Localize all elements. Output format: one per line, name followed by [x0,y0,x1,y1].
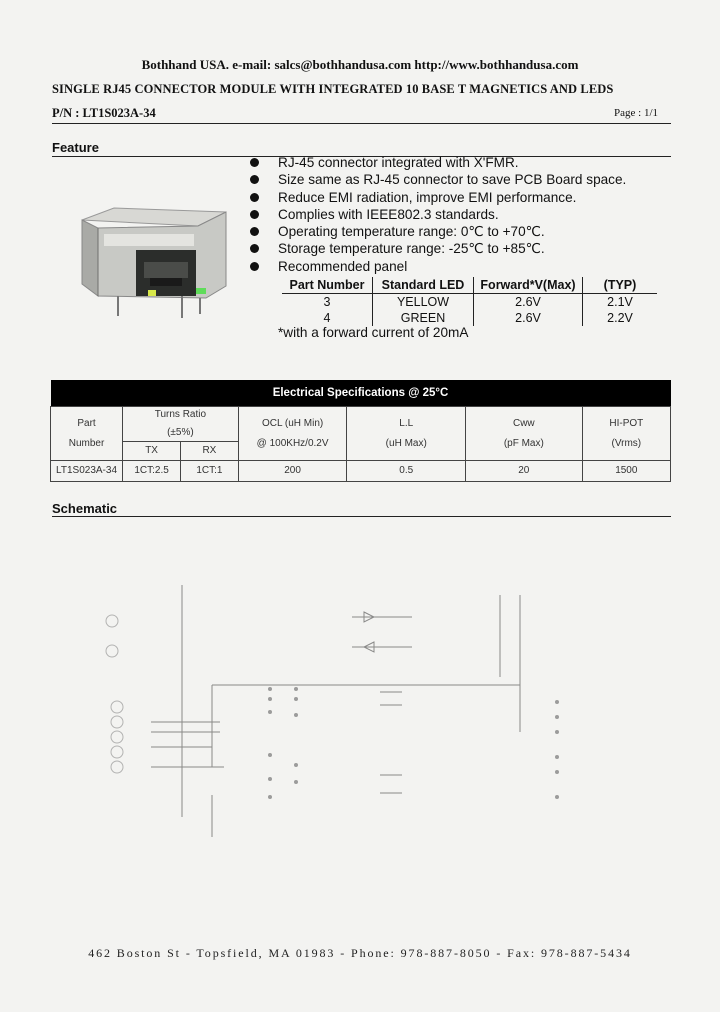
header-contact: Bothhand USA. e-mail: salcs@bothhandusa.com http://www.bothhandusa.com [141,57,579,72]
bullet-icon [250,193,259,202]
table-row [282,294,657,311]
cell: 4 [282,310,373,326]
cell-ll: 0.5 [347,461,466,482]
cell-tx: 1CT:2.5 [123,461,181,482]
col-standard-led: Standard LED [373,277,474,294]
bullet-icon [250,210,259,219]
document-title: SINGLE RJ45 CONNECTOR MODULE WITH INTEGRATED 10 BASE T MAGNETICS AND LEDS [52,82,614,96]
table-header-row [282,277,657,294]
bullet-icon [250,158,259,167]
schematic-heading: Schematic [52,501,118,516]
bullet-icon [250,262,259,271]
header-tx: TX [123,442,181,461]
cell-hipot: 1500 [582,461,670,482]
cell: 2.2V [607,310,633,325]
header-ocl: OCL (uH Min) @ 100KHz/0.2V [238,407,347,461]
bullet-icon [250,227,259,236]
electrical-spec-title: Electrical Specifications @ 25°C [51,380,671,407]
header-ll: L.L (uH Max) [347,407,466,461]
list-item: Operating temperature range: 0℃ to +70℃. [250,223,626,240]
cell-part-number: LT1S023A-34 [51,461,123,482]
cell: 2.6V [474,310,583,326]
schematic-diagram [52,517,671,932]
table-row [282,310,657,326]
footer-address: 462 Boston St - Topsfield, MA 01983 - Phone: 978-887-8050 - Fax: 978-887-5434 [88,946,632,960]
col-part-number: Part Number [282,277,373,294]
header-rx: RX [181,442,239,461]
header-cww: Cww (pF Max) [466,407,583,461]
list-item: RJ-45 connector integrated with X'FMR. [250,154,626,171]
cell-rx: 1CT:1 [181,461,239,482]
col-typ: (TYP) [583,277,658,294]
rj45-connector-image [78,206,228,324]
list-item: Recommended panel [250,258,626,275]
cell: 3 [282,294,373,311]
header-turns-ratio: Turns Ratio (±5%) [123,407,239,442]
list-item: Reduce EMI radiation, improve EMI performance. [250,189,626,206]
page-number: Page : 1/1 [614,107,658,119]
feature-heading: Feature [52,140,99,155]
cell-cww: 20 [466,461,583,482]
led-footnote: *with a forward current of 20mA [278,325,469,340]
bullet-icon [250,244,259,253]
cell: 2.6V [474,294,583,311]
cell: 2.1V [607,294,633,309]
list-item: Size same as RJ-45 connector to save PCB Board space. [250,171,626,188]
electrical-spec-table [50,380,671,482]
header-hipot: HI-POT (Vrms) [582,407,670,461]
cell: YELLOW [373,294,474,311]
cell-ocl: 200 [238,461,347,482]
part-number: P/N : LT1S023A-34 [52,106,156,120]
feature-list [250,154,626,275]
cell: GREEN [373,310,474,326]
bullet-icon [250,175,259,184]
table-row [51,461,671,482]
list-item: Storage temperature range: -25℃ to +85℃. [250,240,626,257]
list-item: Complies with IEEE802.3 standards. [250,206,626,223]
led-table [282,277,657,326]
header-rule [52,123,671,124]
col-forward-v: Forward*V(Max) [474,277,583,294]
header-part: Part Number [51,407,123,461]
